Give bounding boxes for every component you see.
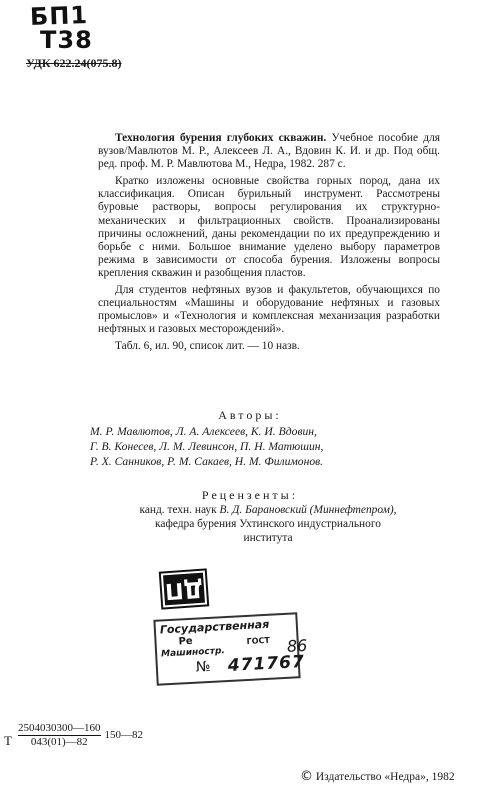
annotation-audience: Для студентов нефтяных вузов и факультетов, обучающихся по специальностям «Машины и оборудование нефтяных и газовых промыслов» и «Технология и комплексная механизация разработки нефтяных и газовых месторождений». — [98, 284, 440, 336]
authors-line: М. Р. Мавлютов, Л. А. Алексеев, К. И. Вдовин, — [90, 425, 317, 438]
bibliographic-info: Учебное пособие для вузов/Мавлютов М. Р., Алексеев Л. А., Вдовин К. И. и др. Под общ. ред. проф. М. Р. Мавлютова М., Недра, 1982. 287 с. — [98, 132, 440, 171]
reviewer-line: кафедра бурения Ухтинского индустриального — [155, 518, 381, 530]
library-code-handwritten: БП1 — [29, 0, 89, 32]
book-title: Технология бурения глубоких скважин. — [115, 132, 327, 144]
reviewer-degree: канд. техн. наук — [139, 504, 217, 516]
index-letter: Т — [4, 733, 12, 748]
publication-index — [18, 722, 143, 748]
copyright-line — [300, 769, 455, 784]
authors-line: Р. Х. Санников, Р. М. Сакаев, Н. М. Филимонов. — [90, 455, 324, 468]
dp-stamp-letters: ДП — [161, 571, 207, 608]
index-tail: 150—82 — [104, 729, 143, 741]
copyright-text: Издательство «Недра», 1982 — [315, 771, 455, 783]
authors-list — [90, 424, 440, 469]
library-stamp-line: ГОСТ — [246, 635, 271, 646]
annotation-intro — [98, 132, 440, 171]
authors-heading: Авторы: — [218, 408, 282, 422]
authors-line: Г. В. Конесев, Л. М. Левинсон, П. Н. Матюшин, — [90, 440, 324, 453]
handwritten-note: 86 — [286, 635, 308, 656]
annotation-summary: Кратко изложены основные свойства горных пород, дана их классификация. Описан бурильный инструмент. Рассмотрены буровые растворы, вопросы регулирования их структурно-механических и фильтрационных свойств. Проанализированы причины осложнений, даны рекомендации по их предупреждению и борьбе с ними. Большое внимание уделено выбору параметров режима в зависимости от способа бурения. Изложены вопросы крепления скважин и разобщения пластов. — [98, 175, 440, 279]
library-code-handwritten-2: Т38 — [40, 26, 93, 54]
library-stamp — [153, 612, 308, 685]
inventory-number-label: № — [195, 658, 211, 676]
reviewer-line — [78, 503, 458, 517]
reviewer-name: В. Д. Барановский (Миннефтепром), — [219, 504, 397, 516]
index-fraction — [18, 722, 101, 748]
copyright-icon: © — [300, 769, 313, 784]
dp-stamp — [159, 568, 210, 609]
reviewers-list — [78, 503, 458, 545]
library-stamp-line: Ре — [178, 635, 193, 648]
inventory-number: 471767 — [227, 651, 306, 676]
udk-code: УДК 622.24(075.8) — [26, 56, 122, 70]
index-denominator: 043(01)—82 — [30, 736, 88, 748]
annotation-block — [98, 132, 440, 354]
annotation-stats: Табл. 6, ил. 90, список лит. — 10 назв. — [115, 340, 300, 353]
index-numerator: 2504030300—160 — [18, 722, 101, 734]
library-stamp-line: Государственная — [159, 617, 270, 637]
reviewers-heading: Рецензенты: — [201, 488, 299, 502]
library-stamp-line: Машиностр. — [160, 646, 226, 660]
reviewer-line: института — [243, 532, 293, 544]
